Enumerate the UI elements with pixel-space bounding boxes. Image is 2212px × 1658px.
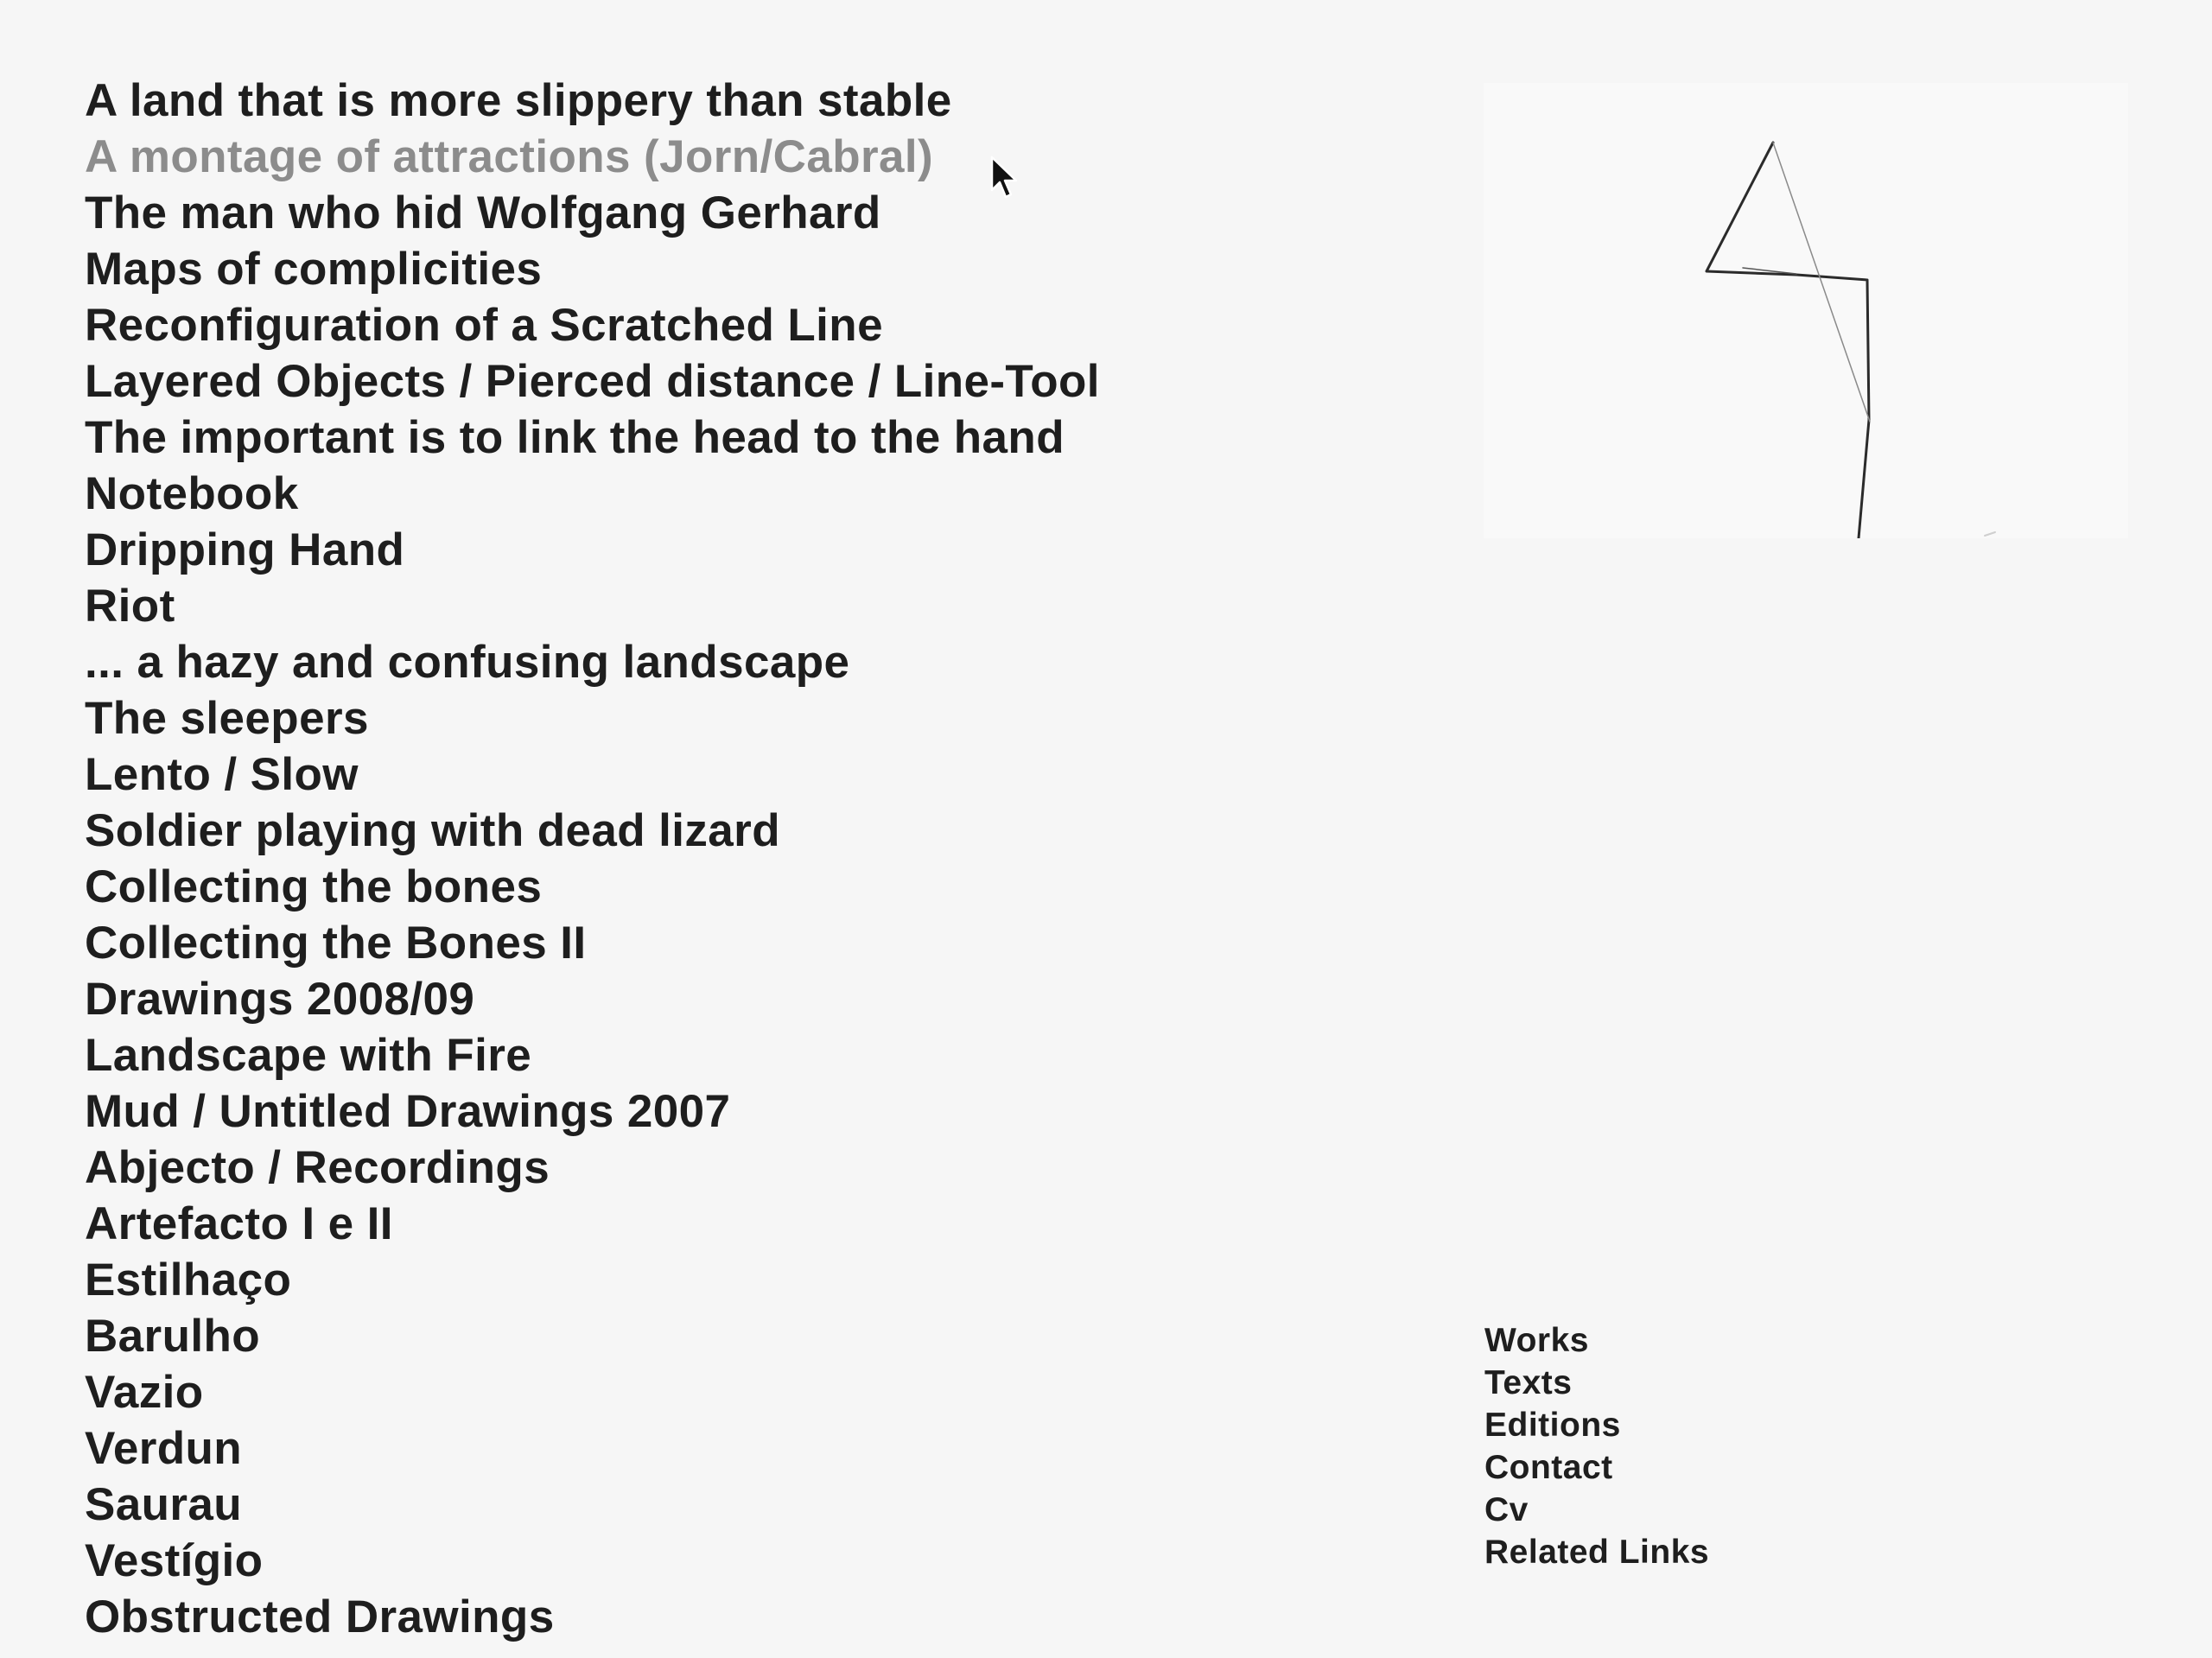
work-link[interactable]: Saurau [85, 1479, 243, 1530]
work-link[interactable]: The important is to link the head to the hand [85, 412, 1065, 463]
nav-contact[interactable]: Contact [1484, 1449, 1613, 1486]
nav-works[interactable]: Works [1484, 1322, 1589, 1359]
works-list [85, 73, 1381, 1645]
mouse-pointer-icon [990, 156, 1020, 205]
site-nav [1484, 1319, 1709, 1573]
work-link[interactable]: Soldier playing with dead lizard [85, 805, 780, 856]
work-link[interactable]: Vazio [85, 1367, 204, 1418]
work-link[interactable]: Drawings 2008/09 [85, 974, 475, 1025]
work-link[interactable]: Riot [85, 581, 175, 632]
work-link[interactable]: Mud / Untitled Drawings 2007 [85, 1086, 731, 1137]
work-link[interactable]: Lento / Slow [85, 749, 359, 800]
work-link[interactable]: The sleepers [85, 693, 369, 744]
nav-texts[interactable]: Texts [1484, 1364, 1573, 1401]
work-link[interactable]: The man who hid Wolfgang Gerhard [85, 187, 881, 238]
work-link[interactable]: Barulho [85, 1311, 261, 1362]
work-link[interactable]: Dripping Hand [85, 524, 405, 575]
work-link[interactable]: Verdun [85, 1423, 243, 1474]
work-link[interactable]: Obstructed Drawings [85, 1591, 555, 1642]
work-link[interactable]: Estilhaço [85, 1255, 292, 1305]
work-link[interactable]: Collecting the Bones II [85, 918, 587, 969]
work-link[interactable]: Notebook [85, 468, 299, 519]
nav-cv[interactable]: Cv [1484, 1491, 1529, 1528]
work-link[interactable]: A land that is more slippery than stable [85, 75, 952, 126]
nav-related-links[interactable]: Related Links [1484, 1534, 1710, 1571]
work-link[interactable]: Artefacto I e II [85, 1198, 393, 1249]
work-link[interactable]: Abjecto / Recordings [85, 1142, 550, 1193]
work-preview-image [1484, 83, 2128, 538]
work-link[interactable]: Maps of complicities [85, 244, 543, 295]
pencil-drawing [1484, 83, 2128, 538]
work-link[interactable]: ... a hazy and confusing landscape [85, 637, 850, 688]
nav-editions[interactable]: Editions [1484, 1407, 1621, 1444]
work-link[interactable]: Reconfiguration of a Scratched Line [85, 300, 883, 351]
work-link-hovered[interactable]: A montage of attractions (Jorn/Cabral) [85, 131, 934, 182]
work-link[interactable]: Layered Objects / Pierced distance / Line-Tool [85, 356, 1100, 407]
work-link[interactable]: Landscape with Fire [85, 1030, 532, 1081]
work-link[interactable]: Vestígio [85, 1535, 264, 1586]
work-link[interactable]: Collecting the bones [85, 861, 543, 912]
